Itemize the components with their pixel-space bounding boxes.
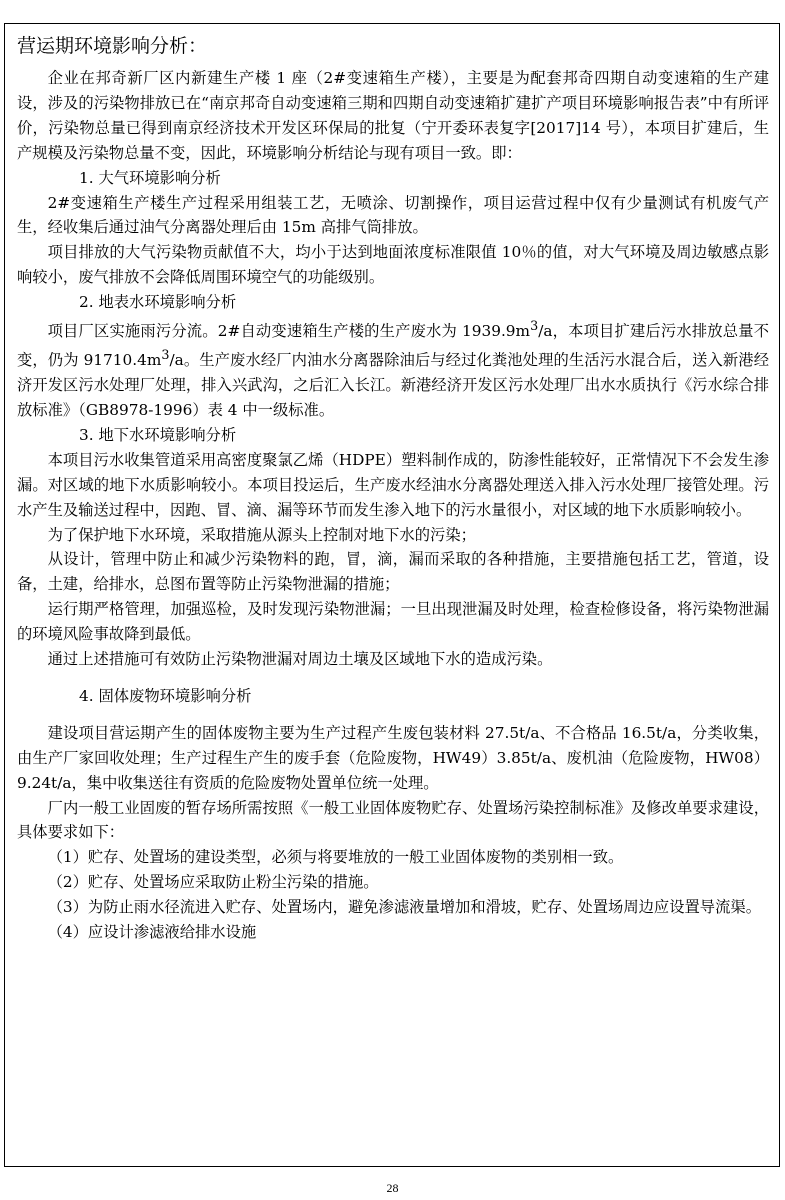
surface-water-text-c: /a。生产废水经厂内油水分离器除油后与经过化粪池处理的生活污水混合后，送入新港经济开发区污水处理厂处理，排入兴武沟，之后汇入长江。新港经济开发区污水处理厂出水水质执行《污水综合排放标准》（GB8978-1996）表 4 中一级标准。 xyxy=(17,351,770,419)
section-heading: 营运期环境影响分析： xyxy=(17,35,208,57)
subheading-air: 1. 大气环境影响分析 xyxy=(79,168,221,187)
groundwater-paragraph-2: 为了保护地下水环境，采取措施从源头上控制对地下水的污染； xyxy=(47,525,476,544)
intro-paragraph: 企业在邦奇新厂区内新建生产楼 1 座（2#变速箱生产楼），主要是为配套邦奇四期自动变速箱的生产建设，涉及的污染物排放已在“南京邦奇自动变速箱三期和四期自动变速箱扩建扩产项目环境影响报告表”中有所评价，污染物总量已得到南京经济技术开发区环保局的批复（宁开委环表复字[2017]14 号），本项目扩建后，生产规模及污染物总量不变，因此，环境影响分析结论与现有项目一致。即： xyxy=(17,69,769,162)
superscript-cubic: 3 xyxy=(530,319,539,335)
spacer xyxy=(17,672,769,684)
superscript-cubic: 3 xyxy=(161,348,170,364)
surface-water-text-a: 项目厂区实施雨污分流。2#自动变速箱生产楼的生产废水为 1939.9m xyxy=(47,322,531,341)
air-paragraph-1: 2#变速箱生产楼生产过程采用组装工艺，无喷涂、切割操作，项目运营过程中仅有少量测试有机废气产生，经收集后通过油气分离器处理后由 15m 高排气筒排放。 xyxy=(17,193,769,237)
requirement-3: （3）为防止雨水径流进入贮存、处置场内，避免渗滤液量增加和滑坡，贮存、处置场周边应设置导流渠。 xyxy=(47,898,761,917)
subheading-groundwater: 3. 地下水环境影响分析 xyxy=(79,425,237,444)
content-frame xyxy=(4,23,780,1167)
surface-water-text-b: /a，本项目扩建后污水排放总量不变，仍为 91710.4m xyxy=(17,322,769,370)
groundwater-paragraph-1: 本项目污水收集管道采用高密度聚氯乙烯（HDPE）塑料制作成的，防渗性能较好，正常情况下不会发生渗漏。对区域的地下水质影响较小。本项目投运后，生产废水经油水分离器处理送入排入污水处理厂接管处理。污水产生及输送过程中，因跑、冒、滴、漏等环节而发生渗入地下的污水量很小，对区域的地下水质影响较小。 xyxy=(17,450,769,519)
solid-waste-paragraph-1: 建设项目营运期产生的固体废物主要为生产过程产生废包装材料 27.5t/a、不合格品 16.5t/a，分类收集，由生产厂家回收处理；生产过程生产生的废手套（危险废物，HW49）3.85t/a、废机油（危险废物，HW08）9.24t/a，集中收集送往有资质的危险废物处置单位统一处理。 xyxy=(17,723,769,792)
groundwater-paragraph-3: 从设计，管理中防止和减少污染物料的跑，冒，滴，漏而采取的各种措施，主要措施包括工艺，管道，设备，土建，给排水，总图布置等防止污染物泄漏的措施； xyxy=(17,550,769,594)
requirement-1: （1）贮存、处置场的建设类型，必须与将要堆放的一般工业固体废物的类别相一致。 xyxy=(47,848,624,867)
page-number: 28 xyxy=(386,1181,399,1195)
requirement-2: （2）贮存、处置场应采取防止粉尘污染的措施。 xyxy=(47,873,379,892)
air-paragraph-2: 项目排放的大气污染物贡献值不大，均小于达到地面浓度标准限值 10％的值，对大气环境及周边敏感点影响较小，废气排放不会降低周围环境空气的功能级别。 xyxy=(17,243,769,287)
spacer xyxy=(17,709,769,721)
groundwater-paragraph-5: 通过上述措施可有效防止污染物泄漏对周边土壤及区域地下水的造成污染。 xyxy=(47,650,553,669)
solid-waste-paragraph-2: 厂内一般工业固废的暂存场所需按照《一般工业固体废物贮存、处置场污染控制标准》及修改单要求建设，具体要求如下： xyxy=(17,798,769,842)
subheading-surface-water: 2. 地表水环境影响分析 xyxy=(79,293,237,312)
groundwater-paragraph-4: 运行期严格管理，加强巡检，及时发现污染物泄漏；一旦出现泄漏及时处理，检查检修设备，将污染物泄漏的环境风险事故降到最低。 xyxy=(17,600,769,644)
surface-water-paragraph xyxy=(17,315,769,423)
requirement-4: （4）应设计渗滤液给排水设施 xyxy=(47,923,257,942)
subheading-solid-waste: 4. 固体废物环境影响分析 xyxy=(79,686,252,705)
